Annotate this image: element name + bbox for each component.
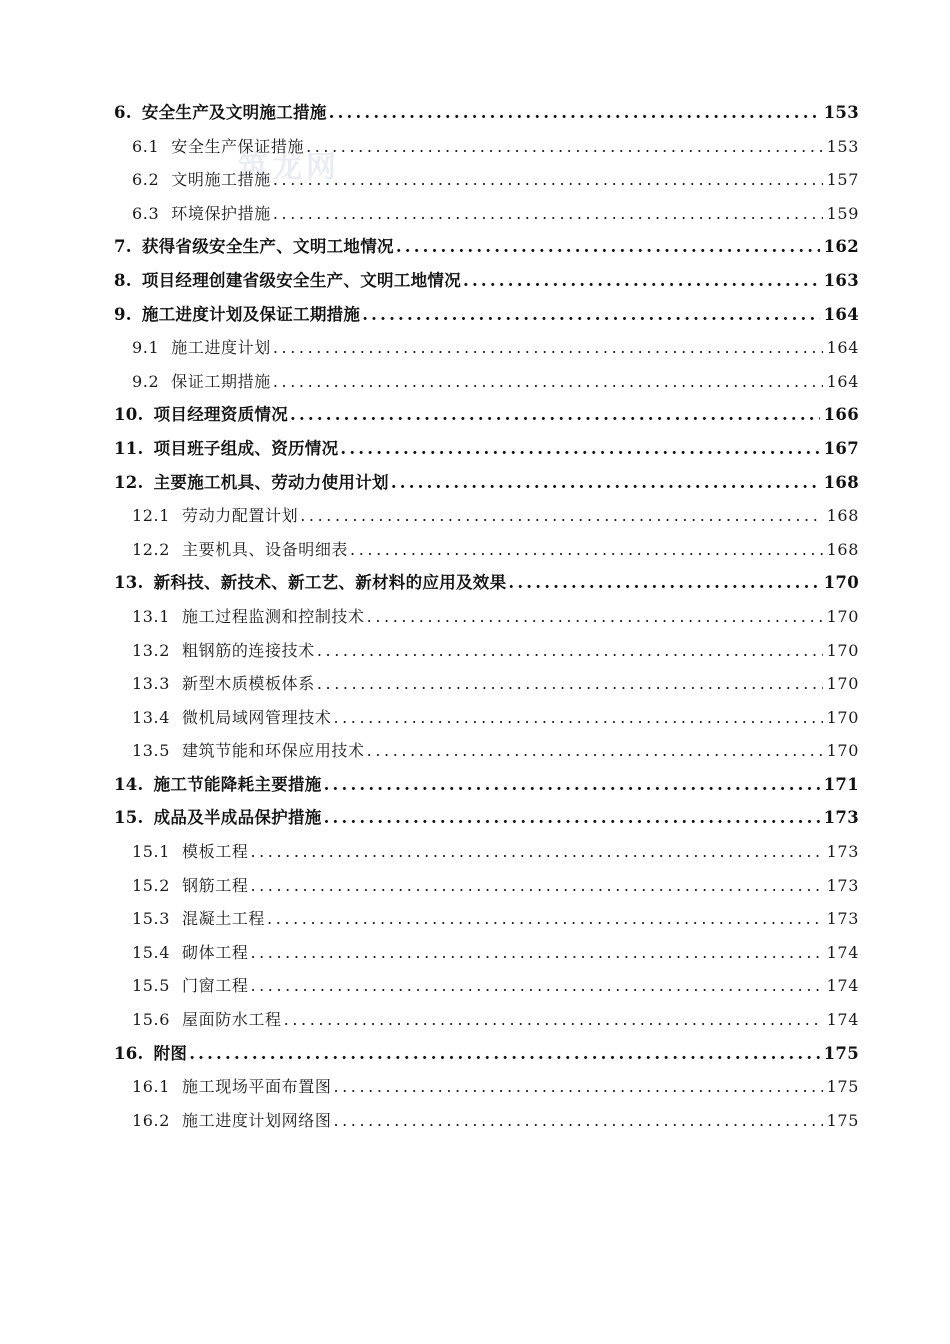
toc-entry-section[interactable] xyxy=(114,365,859,399)
toc-dot-leader xyxy=(508,566,819,600)
toc-entry-label xyxy=(132,499,298,533)
toc-entry-title: 劳动力配置计划 xyxy=(182,506,299,526)
toc-dot-leader xyxy=(329,96,820,130)
toc-entry-section[interactable] xyxy=(114,835,859,869)
toc-entry-number: 15.6 xyxy=(132,1010,171,1030)
toc-entry-page-number: 170 xyxy=(826,674,859,694)
toc-entry-section[interactable] xyxy=(114,1070,859,1104)
toc-entry-label xyxy=(114,398,288,432)
toc-entry-page-number: 164 xyxy=(826,371,859,391)
toc-entry-number: 10. xyxy=(114,405,144,425)
toc-entry-title: 施工节能降耗主要措施 xyxy=(153,774,322,794)
toc-entry-title: 门窗工程 xyxy=(182,976,249,996)
toc-entry-title: 文明施工措施 xyxy=(171,170,271,190)
toc-entry-title: 新型木质模板体系 xyxy=(182,674,315,694)
toc-entry-label xyxy=(132,365,271,399)
toc-entry-page-number: 173 xyxy=(826,842,859,862)
toc-entry-chapter[interactable] xyxy=(114,298,859,332)
toc-entry-label xyxy=(114,298,360,332)
toc-entry-number: 8. xyxy=(114,270,132,290)
toc-entry-number: 9. xyxy=(114,304,132,324)
toc-entry-page-number: 174 xyxy=(826,942,859,962)
toc-entry-label xyxy=(132,835,248,869)
toc-entry-chapter[interactable] xyxy=(114,566,859,600)
toc-dot-leader xyxy=(250,835,822,869)
toc-entry-label xyxy=(132,701,331,735)
toc-entry-label xyxy=(132,1104,331,1138)
toc-dot-leader xyxy=(317,634,823,668)
toc-dot-leader xyxy=(250,936,822,970)
toc-dot-leader xyxy=(391,466,820,500)
toc-entry-title: 施工现场平面布置图 xyxy=(182,1077,332,1097)
toc-entry-section[interactable] xyxy=(114,499,859,533)
toc-entry-label xyxy=(132,163,271,197)
toc-entry-page-number: 168 xyxy=(823,472,859,492)
toc-entry-number: 7. xyxy=(114,237,132,257)
toc-dot-leader xyxy=(306,130,823,164)
toc-entry-label xyxy=(132,331,271,365)
toc-entry-number: 15.5 xyxy=(132,976,171,996)
toc-dot-leader xyxy=(333,701,822,735)
toc-entry-page-number: 170 xyxy=(826,741,859,761)
toc-dot-leader xyxy=(267,902,823,936)
toc-entry-page-number: 153 xyxy=(826,136,859,156)
toc-entry-page-number: 167 xyxy=(823,438,859,458)
toc-entry-title: 模板工程 xyxy=(182,842,249,862)
toc-entry-section[interactable] xyxy=(114,533,859,567)
toc-entry-number: 14. xyxy=(114,774,144,794)
toc-dot-leader xyxy=(362,298,819,332)
toc-entry-title: 环境保护措施 xyxy=(171,203,271,223)
toc-dot-leader xyxy=(333,1070,822,1104)
toc-entry-chapter[interactable] xyxy=(114,1037,859,1071)
toc-entry-page-number: 166 xyxy=(823,405,859,425)
toc-entry-page-number: 173 xyxy=(823,808,859,828)
toc-entry-title: 砌体工程 xyxy=(182,942,249,962)
toc-entry-page-number: 174 xyxy=(826,976,859,996)
toc-entry-page-number: 164 xyxy=(826,338,859,358)
toc-entry-section[interactable] xyxy=(114,869,859,903)
toc-entry-number: 16.2 xyxy=(132,1110,171,1130)
toc-entry-page-number: 162 xyxy=(823,237,859,257)
toc-entry-section[interactable] xyxy=(114,634,859,668)
toc-entry-title: 主要机具、设备明细表 xyxy=(182,539,349,559)
toc-entry-number: 15.1 xyxy=(132,842,171,862)
toc-entry-section[interactable] xyxy=(114,936,859,970)
toc-entry-section[interactable] xyxy=(114,969,859,1003)
toc-entry-page-number: 163 xyxy=(823,270,859,290)
toc-entry-page-number: 170 xyxy=(823,573,859,593)
toc-entry-label xyxy=(114,566,506,600)
watermark: 筑龙网 xyxy=(238,150,340,185)
toc-dot-leader xyxy=(317,667,823,701)
toc-entry-label xyxy=(114,432,338,466)
toc-entry-title: 微机局域网管理技术 xyxy=(182,707,332,727)
toc-entry-number: 15.4 xyxy=(132,942,171,962)
toc-entry-label xyxy=(114,264,461,298)
toc-entry-label xyxy=(114,466,389,500)
toc-entry-title: 安全生产保证措施 xyxy=(171,136,305,156)
toc-entry-title: 主要施工机具、劳动力使用计划 xyxy=(153,472,389,492)
toc-entry-page-number: 170 xyxy=(826,707,859,727)
toc-entry-chapter[interactable] xyxy=(114,801,859,835)
toc-entry-label xyxy=(132,1003,282,1037)
toc-entry-page-number: 171 xyxy=(823,774,859,794)
toc-entry-page-number: 157 xyxy=(826,170,859,190)
toc-entry-label xyxy=(114,768,322,802)
toc-entry-label xyxy=(132,936,248,970)
toc-entry-label xyxy=(132,869,248,903)
toc-entry-page-number: 173 xyxy=(826,875,859,895)
toc-entry-page-number: 174 xyxy=(826,1010,859,1030)
toc-entry-label xyxy=(132,667,315,701)
toc-entry-title: 保证工期措施 xyxy=(171,371,271,391)
toc-dot-leader xyxy=(333,1104,822,1138)
toc-entry-title: 获得省级安全生产、文明工地情况 xyxy=(141,237,394,257)
toc-entry-title: 钢筋工程 xyxy=(182,875,249,895)
toc-entry-number: 15.2 xyxy=(132,875,171,895)
toc-entry-section[interactable] xyxy=(114,130,859,164)
toc-dot-leader xyxy=(250,869,822,903)
toc-entry-number: 12. xyxy=(114,472,144,492)
toc-entry-chapter[interactable] xyxy=(114,264,859,298)
toc-entry-section[interactable] xyxy=(114,902,859,936)
toc-entry-title: 混凝土工程 xyxy=(182,909,266,929)
toc-entry-number: 16.1 xyxy=(132,1077,171,1097)
toc-entry-number: 15. xyxy=(114,808,144,828)
toc-entry-number: 13.5 xyxy=(132,741,171,761)
toc-entry-label xyxy=(114,1037,187,1071)
toc-dot-leader xyxy=(273,197,823,231)
toc-entry-number: 16. xyxy=(114,1043,144,1063)
toc-entry-page-number: 168 xyxy=(826,506,859,526)
toc-dot-leader xyxy=(396,230,820,264)
toc-dot-leader xyxy=(290,398,820,432)
toc-entry-number: 11. xyxy=(114,438,144,458)
toc-entry-number: 13. xyxy=(114,573,144,593)
toc-entry-number: 12.1 xyxy=(132,506,171,526)
toc-entry-chapter[interactable] xyxy=(114,96,859,130)
toc-entry-section[interactable] xyxy=(114,734,859,768)
toc-entry-label xyxy=(132,533,348,567)
toc-entry-number: 15.3 xyxy=(132,909,171,929)
toc-entry-number: 6.2 xyxy=(132,170,160,190)
toc-entry-title: 安全生产及文明施工措施 xyxy=(141,103,327,122)
toc-entry-number: 6.1 xyxy=(132,136,160,156)
toc-dot-leader xyxy=(324,801,820,835)
toc-entry-label xyxy=(114,230,394,264)
toc-entry-section[interactable] xyxy=(114,667,859,701)
toc-dot-leader xyxy=(273,365,823,399)
toc-entry-number: 9.2 xyxy=(132,371,160,391)
toc-dot-leader xyxy=(367,600,823,634)
toc-entry-page-number: 168 xyxy=(826,539,859,559)
toc-entry-section[interactable] xyxy=(114,1003,859,1037)
toc-dot-leader xyxy=(300,499,822,533)
toc-entry-title: 项目经理创建省级安全生产、文明工地情况 xyxy=(141,270,462,290)
toc-entry-chapter[interactable] xyxy=(114,466,859,500)
toc-entry-number: 13.4 xyxy=(132,707,171,727)
toc-entry-page-number: 173 xyxy=(826,909,859,929)
toc-entry-title: 成品及半成品保护措施 xyxy=(153,808,322,828)
toc-entry-label xyxy=(132,634,315,668)
toc-entry-page-number: 164 xyxy=(823,304,859,324)
toc-entry-chapter[interactable] xyxy=(114,398,859,432)
toc-entry-title: 建筑节能和环保应用技术 xyxy=(182,741,365,761)
toc-dot-leader xyxy=(284,1003,823,1037)
toc-entry-page-number: 175 xyxy=(826,1110,859,1130)
table-of-contents xyxy=(114,96,859,1137)
toc-entry-title: 项目班子组成、资历情况 xyxy=(153,438,339,458)
toc-entry-number: 13.1 xyxy=(132,606,171,626)
toc-entry-label xyxy=(132,197,271,231)
toc-dot-leader xyxy=(367,734,823,768)
toc-entry-title: 施工进度计划网络图 xyxy=(182,1110,332,1130)
toc-dot-leader xyxy=(273,163,823,197)
toc-entry-label xyxy=(132,969,248,1003)
toc-entry-page-number: 170 xyxy=(826,606,859,626)
toc-entry-section[interactable] xyxy=(114,701,859,735)
toc-entry-number: 13.3 xyxy=(132,674,171,694)
toc-entry-page-number: 153 xyxy=(823,103,859,122)
toc-entry-title: 新科技、新技术、新工艺、新材料的应用及效果 xyxy=(153,573,507,593)
toc-dot-leader xyxy=(463,264,820,298)
toc-entry-section[interactable] xyxy=(114,600,859,634)
toc-entry-page-number: 159 xyxy=(826,203,859,223)
toc-entry-title: 附图 xyxy=(153,1043,188,1063)
toc-entry-chapter[interactable] xyxy=(114,768,859,802)
toc-entry-title: 施工过程监测和控制技术 xyxy=(182,606,365,626)
toc-entry-page-number: 175 xyxy=(826,1077,859,1097)
toc-entry-section[interactable] xyxy=(114,163,859,197)
toc-entry-label xyxy=(132,600,365,634)
toc-entry-section[interactable] xyxy=(114,331,859,365)
toc-dot-leader xyxy=(324,768,820,802)
toc-entry-title: 施工进度计划 xyxy=(171,338,271,358)
toc-entry-number: 6.3 xyxy=(132,203,160,223)
toc-entry-label xyxy=(114,96,327,130)
toc-entry-section[interactable] xyxy=(114,1104,859,1138)
toc-entry-label xyxy=(132,734,365,768)
toc-entry-label xyxy=(114,801,322,835)
toc-entry-number: 6. xyxy=(114,103,132,122)
toc-entry-section[interactable] xyxy=(114,197,859,231)
toc-entry-label xyxy=(132,130,304,164)
toc-dot-leader xyxy=(340,432,819,466)
toc-entry-chapter[interactable] xyxy=(114,230,859,264)
toc-entry-title: 项目经理资质情况 xyxy=(153,405,289,425)
toc-entry-page-number: 175 xyxy=(823,1043,859,1063)
toc-dot-leader xyxy=(189,1037,819,1071)
toc-entry-label xyxy=(132,902,265,936)
toc-entry-number: 9.1 xyxy=(132,338,160,358)
toc-dot-leader xyxy=(250,969,822,1003)
toc-entry-title: 屋面防水工程 xyxy=(182,1010,282,1030)
toc-entry-page-number: 170 xyxy=(826,640,859,660)
toc-entry-number: 12.2 xyxy=(132,539,171,559)
toc-dot-leader xyxy=(273,331,823,365)
toc-dot-leader xyxy=(350,533,823,567)
toc-entry-label xyxy=(132,1070,331,1104)
toc-entry-title: 粗钢筋的连接技术 xyxy=(182,640,315,660)
toc-entry-title: 施工进度计划及保证工期措施 xyxy=(141,304,361,324)
toc-entry-chapter[interactable] xyxy=(114,432,859,466)
toc-entry-number: 13.2 xyxy=(132,640,171,660)
